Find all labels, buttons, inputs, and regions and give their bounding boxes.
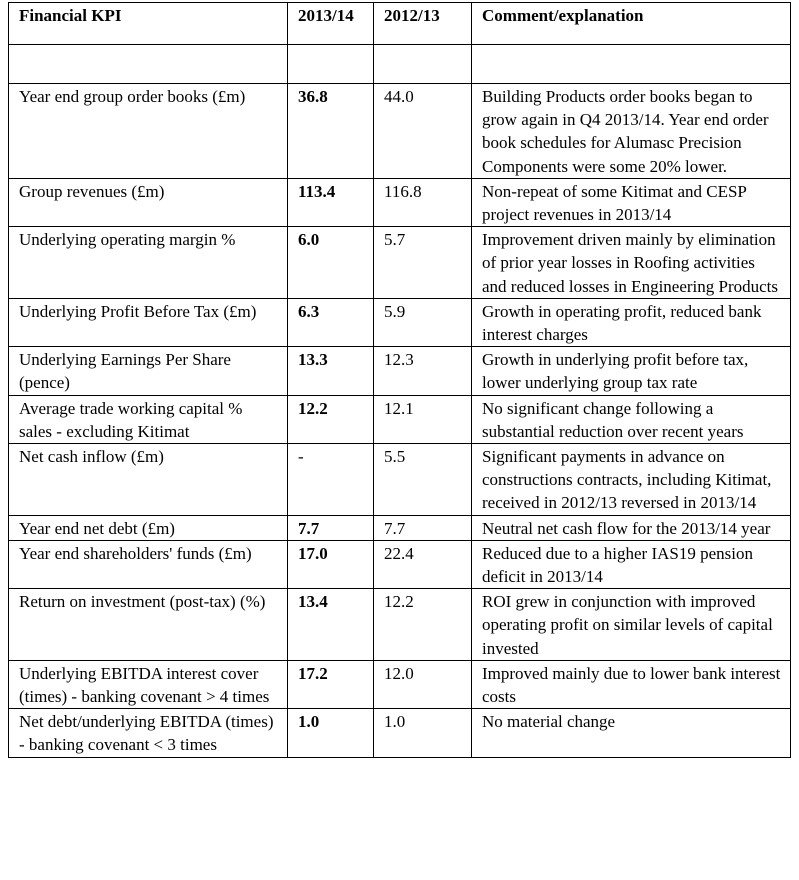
kpi-cell: Underlying EBITDA interest cover (times) - banking covenant > 4 times: [9, 660, 288, 708]
comment-cell: Non-repeat of some Kitimat and CESP project revenues in 2013/14: [472, 178, 791, 226]
table-row: [9, 395, 791, 443]
kpi-cell: Group revenues (£m): [9, 178, 288, 226]
value-2012-13: 44.0: [374, 84, 472, 179]
value-2012-13: 1.0: [374, 709, 472, 757]
kpi-cell: Return on investment (post-tax) (%): [9, 589, 288, 661]
table-row: [9, 540, 791, 588]
comment-cell: Neutral net cash flow for the 2013/14 year: [472, 515, 791, 540]
comment-cell: No significant change following a substantial reduction over recent years: [472, 395, 791, 443]
value-2013-14: 6.0: [288, 227, 374, 299]
header-row: [9, 3, 791, 45]
kpi-cell: Average trade working capital % sales - excluding Kitimat: [9, 395, 288, 443]
value-2012-13: 5.7: [374, 227, 472, 299]
value-2013-14: 6.3: [288, 298, 374, 346]
table-row: [9, 660, 791, 708]
value-2013-14: 13.3: [288, 347, 374, 395]
value-2012-13: 12.0: [374, 660, 472, 708]
kpi-cell: Underlying operating margin %: [9, 227, 288, 299]
value-2013-14: -: [288, 444, 374, 516]
kpi-cell: Underlying Earnings Per Share (pence): [9, 347, 288, 395]
value-2012-13: 5.5: [374, 444, 472, 516]
table-row: [9, 347, 791, 395]
comment-cell: Improved mainly due to lower bank interest costs: [472, 660, 791, 708]
value-2012-13: 12.2: [374, 589, 472, 661]
value-2012-13: 5.9: [374, 298, 472, 346]
table-row: [9, 709, 791, 757]
value-2012-13: 12.3: [374, 347, 472, 395]
value-2013-14: 36.8: [288, 84, 374, 179]
kpi-cell: Year end net debt (£m): [9, 515, 288, 540]
value-2013-14: 1.0: [288, 709, 374, 757]
value-2013-14: 7.7: [288, 515, 374, 540]
header-comment: Comment/explanation: [472, 3, 791, 45]
comment-cell: Significant payments in advance on constructions contracts, including Kitimat, received in 2012/13 reversed in 2013/14: [472, 444, 791, 516]
value-2013-14: 17.2: [288, 660, 374, 708]
kpi-cell: Net debt/underlying EBITDA (times) - banking covenant < 3 times: [9, 709, 288, 757]
table-row: [9, 178, 791, 226]
comment-cell: ROI grew in conjunction with improved operating profit on similar levels of capital invested: [472, 589, 791, 661]
value-2013-14: 12.2: [288, 395, 374, 443]
header-2013-14: 2013/14: [288, 3, 374, 45]
kpi-cell: Net cash inflow (£m): [9, 444, 288, 516]
value-2013-14: 13.4: [288, 589, 374, 661]
kpi-cell: Year end group order books (£m): [9, 84, 288, 179]
value-2012-13: 116.8: [374, 178, 472, 226]
comment-cell: No material change: [472, 709, 791, 757]
header-kpi: Financial KPI: [9, 3, 288, 45]
value-2012-13: 12.1: [374, 395, 472, 443]
comment-cell: Growth in operating profit, reduced bank interest charges: [472, 298, 791, 346]
table-row: [9, 298, 791, 346]
table-row: [9, 84, 791, 179]
table-row: [9, 227, 791, 299]
value-2012-13: 22.4: [374, 540, 472, 588]
comment-cell: Building Products order books began to grow again in Q4 2013/14. Year end order book schedules for Alumasc Precision Components were some 20% lower.: [472, 84, 791, 179]
financial-kpi-table: [8, 2, 791, 758]
table-row: [9, 515, 791, 540]
blank-row: [9, 45, 791, 84]
table-row: [9, 444, 791, 516]
kpi-cell: Year end shareholders' funds (£m): [9, 540, 288, 588]
comment-cell: Improvement driven mainly by elimination of prior year losses in Roofing activities and reduced losses in Engineering Products: [472, 227, 791, 299]
kpi-cell: Underlying Profit Before Tax (£m): [9, 298, 288, 346]
comment-cell: Growth in underlying profit before tax, lower underlying group tax rate: [472, 347, 791, 395]
value-2013-14: 113.4: [288, 178, 374, 226]
header-2012-13: 2012/13: [374, 3, 472, 45]
value-2013-14: 17.0: [288, 540, 374, 588]
value-2012-13: 7.7: [374, 515, 472, 540]
table-row: [9, 589, 791, 661]
comment-cell: Reduced due to a higher IAS19 pension deficit in 2013/14: [472, 540, 791, 588]
